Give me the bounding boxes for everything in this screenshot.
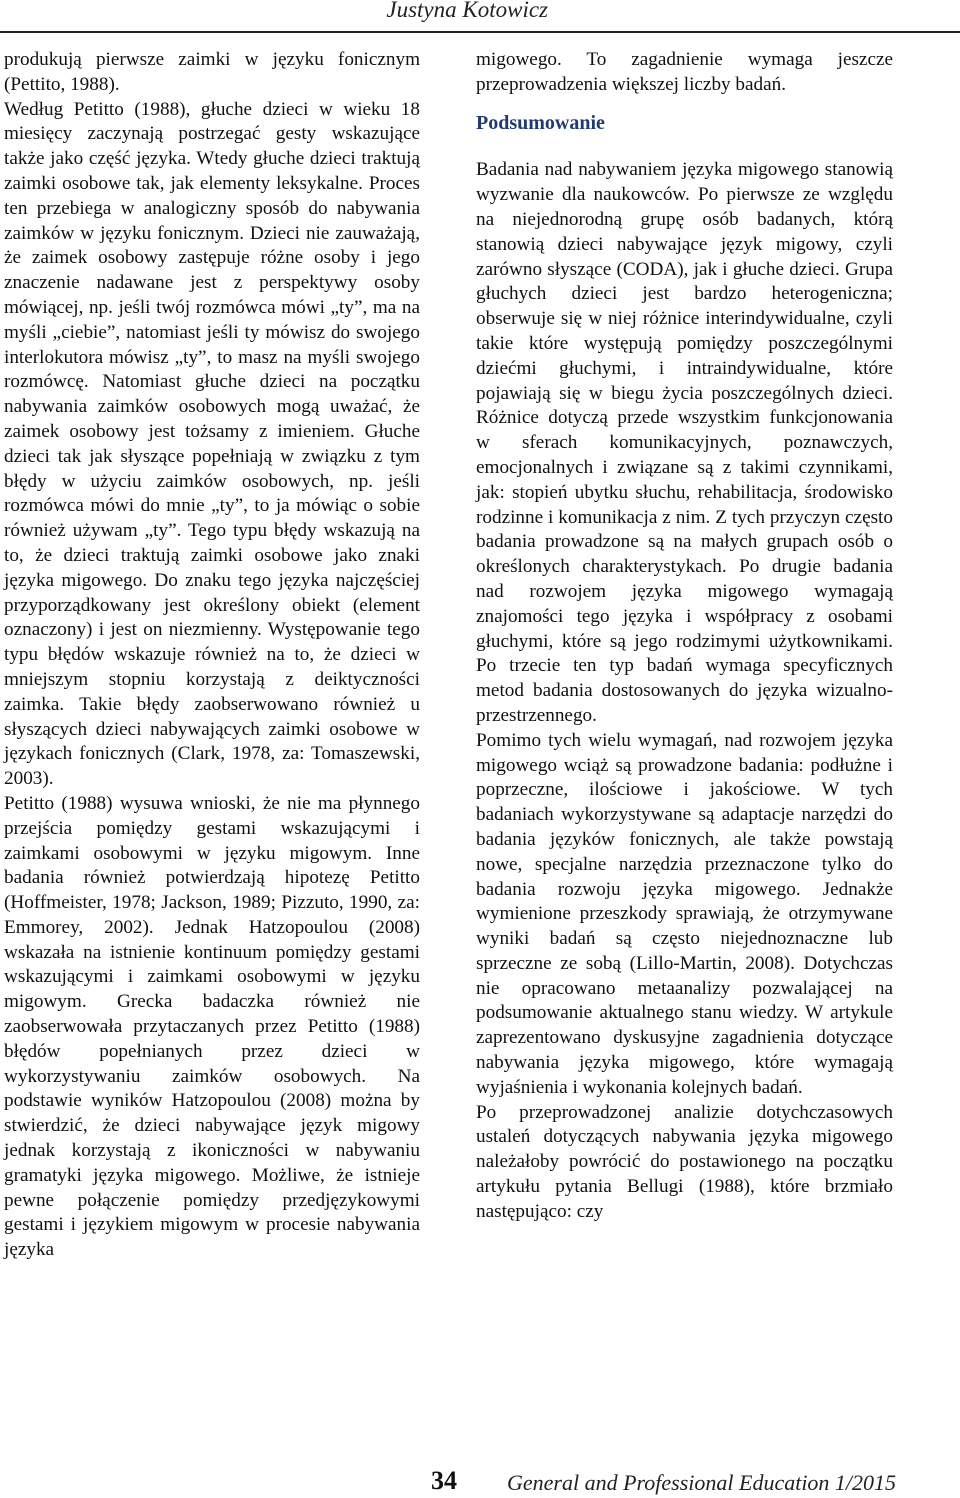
paragraph: Pomimo tych wielu wymagań, nad rozwojem języka migowego wciąż są prowadzone badania: podłużne i poprzeczne, ilościowe i jakościowe. W tych badaniach wykorzystywane są adaptacje narzędzi do badania języków fonicznych, ale także powstają nowe, specjalne narzędzia przeznaczone tylko do badania rozwoju języka migowego. Jednakże wymienione przeszkody sprawiają, że otrzymywane wyniki badań są często niejednoznaczne lub sprzeczne ze sobą (Lillo-Martin, 2008). Dotychczas nie opracowano metaanalizy pozwalającej na podsumowanie aktualnego stanu wiedzy. W artykule zaprezentowano dyskusyjne zagadnienia dotyczące nabywania języka migowego, które wymagają wyjaśnienia i wykonania kolejnych badań. bbox=[476, 729, 893, 1098]
page-number: 34 bbox=[431, 1466, 457, 1495]
paragraph: migowego. To zagadnienie wymaga jeszcze przeprowadzenia większej liczby badań. bbox=[476, 49, 893, 95]
section-title: Podsumowanie bbox=[476, 111, 605, 134]
running-header-author: Justyna Kotowicz bbox=[386, 0, 548, 22]
header-rule bbox=[0, 31, 960, 33]
paragraph: Według Petitto (1988), głuche dzieci w wieku 18 miesięcy zaczynają postrzegać gesty wskazujące także jako część języka. Wtedy głuche dzieci traktują zaimki osobowe tak, jak elementy leksykalne. Proces ten przebiega w analogiczny sposób do nabywania zaimków w języku fonicznym. Dzieci nie zauważają, że zaimek osobowy zastępuje różne osoby i jego znaczenie nadawane jest z perspektywy osoby mówiącej, np. jeśli twój rozmówca mówi „ty”, ma na myśli „ciebie”, natomiast jeśli ty mówisz do swojego interlokutora mówisz „ty”, to masz na myśli swojego rozmówcę. Natomiast głuche dzieci na początku nabywania zaimków osobowych mogą uważać, że zaimek osobowy jest tożsamy z imieniem. Głuche dzieci tak jak słyszące popełniają w związku z tym błędy w użyciu zaimków osobowych, np. jeśli rozmówca mówi do mnie „ty”, to ja mówiąc o sobie również używam „ty”. Tego typu błędy wskazują na to, że dzieci traktują zaimki osobowe jako znaki języka migowego. Do znaku tego języka najczęściej przyporządkowany jest określony obiekt (element oznaczony) i jest on niezmienny. Występowanie tego typu błędów wskazuje również na to, że dzieci w mniejszym stopniu korzystają z deiktyczności zaimka. Takie błędy zaobserwowano również u słyszących dzieci nabywających zaimki osobowe w językach fonicznych (Clark, 1978, za: Tomaszewski, 2003). bbox=[4, 98, 420, 790]
paragraph: produkują pierwsze zaimki w języku fonicznym (Pettito, 1988). bbox=[4, 49, 420, 95]
paragraph: Po przeprowadzonej analizie dotychczasowych ustaleń dotyczących nabywania języka migowego należałoby powrócić do postawionego na początku artykułu pytania Bellugi (1988), które brzmiało następująco: czy bbox=[476, 1101, 893, 1222]
journal-footer: General and Professional Education 1/2015 bbox=[507, 1470, 897, 1495]
left-column bbox=[4, 48, 420, 1263]
right-column bbox=[476, 48, 893, 1225]
paragraph: Petitto (1988) wysuwa wnioski, że nie ma płynnego przejścia pomiędzy gestami wskazującymi i zaimkami osobowymi w języku migowym. Inne badania również potwierdzają hipotezę Petitto (Hoffmeister, 1978; Jackson, 1989; Pizzuto, 1990, za: Emmorey, 2002). Jednak Hatzopoulou (2008) wskazała na istnienie kontinuum pomiędzy gestami wskazującymi i zaimkami osobowymi w języku migowym. Grecka badaczka również nie zaobserwowała przytaczanych przez Petitto (1988) błędów popełnianych przez dzieci w wykorzystywaniu zaimków osobowych. Na podstawie wyników Hatzopoulou (2008) można by stwierdzić, że dzieci nabywające język migowy jednak korzystają z ikoniczności w nabywaniu gramatyki języka migowego. Możliwe, że istnieje pewne połączenie pomiędzy przedjęzykowymi gestami i językiem migowym w procesie nabywania języka bbox=[4, 792, 420, 1261]
paragraph: Badania nad nabywaniem języka migowego stanowią wyzwanie dla naukowców. Po pierwsze ze względu na niejednorodną grupę osób badanych, którą stanowią dzieci nabywające język migowy, czyli zarówno słyszące (CODA), jak i głuche dzieci. Grupa głuchych dzieci jest bardzo heterogeniczna; obserwuje się w niej różnice interindywidualne, czyli takie które występują pomiędzy poszczególnymi dziećmi głuchymi, i intraindywidualne, które pojawiają się w biegu życia poszczególnych dzieci. Różnice dotyczą przede wszystkim funkcjonowania w sferach komunikacyjnych, poznawczych, emocjonalnych i związane są z takimi czynnikami, jak: stopień ubytku słuchu, rehabilitacja, środowisko rodzinne i komunikacja z nim. Z tych przyczyn często badania prowadzone są na małych grupach osób o określonych charakterystykach. Po drugie badania nad rozwojem języka migowego wymagają znajomości tego języka i współpracy z osobami głuchymi, które są jego rodzimymi użytkownikami. Po trzecie ten typ badań wymaga specyficznych metod badania dostosowanych do języka wizualno-przestrzennego. bbox=[476, 159, 893, 726]
